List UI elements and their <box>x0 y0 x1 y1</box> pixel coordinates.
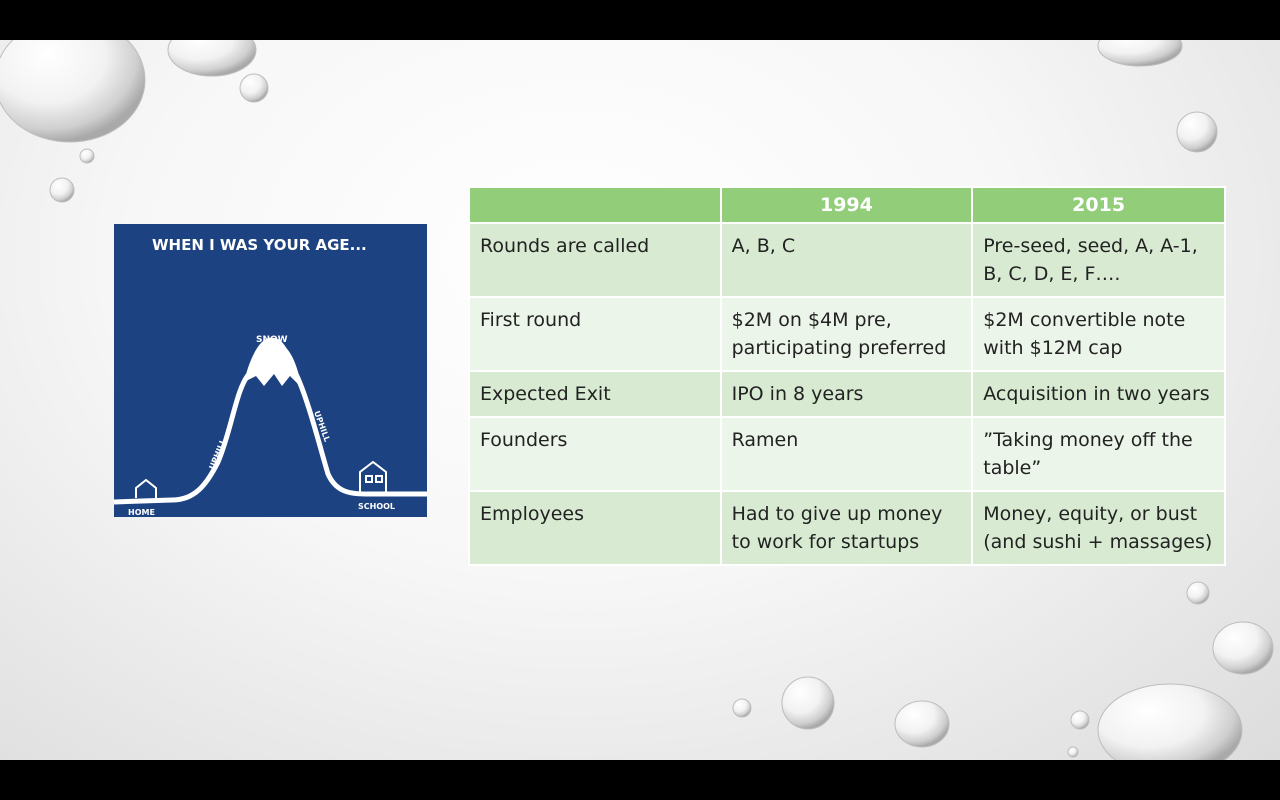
table-row <box>469 491 1225 565</box>
cell-1994: IPO in 8 years <box>721 371 973 417</box>
cell-2015: Pre-seed, seed, A, A-1, B, C, D, E, F…. <box>972 223 1225 297</box>
header-cell-empty <box>469 187 721 223</box>
home-icon <box>136 480 156 498</box>
label-uphill-left: UPHILL <box>207 437 228 471</box>
header-cell-2015: 2015 <box>972 187 1225 223</box>
cell-1994: Ramen <box>721 417 973 491</box>
comic-image <box>114 224 427 517</box>
row-label: Employees <box>469 491 721 565</box>
comic-drawing <box>114 224 427 517</box>
label-snow: SNOW <box>256 335 288 345</box>
cell-2015: $2M convertible note with $12M cap <box>972 297 1225 371</box>
label-school: SCHOOL <box>358 502 396 511</box>
table-row <box>469 371 1225 417</box>
table-row <box>469 223 1225 297</box>
table-row <box>469 417 1225 491</box>
table-header-row <box>469 187 1225 223</box>
cell-2015: Money, equity, or bust (and sushi + massages) <box>972 491 1225 565</box>
row-label: First round <box>469 297 721 371</box>
row-label: Founders <box>469 417 721 491</box>
row-label: Expected Exit <box>469 371 721 417</box>
header-cell-1994: 1994 <box>721 187 973 223</box>
comic-title: WHEN I WAS YOUR AGE... <box>152 236 367 254</box>
row-label: Rounds are called <box>469 223 721 297</box>
school-icon <box>360 462 386 492</box>
slide <box>0 40 1280 760</box>
label-home: HOME <box>128 508 155 517</box>
cell-2015: Acquisition in two years <box>972 371 1225 417</box>
table-row <box>469 297 1225 371</box>
cell-1994: $2M on $4M pre, participating preferred <box>721 297 973 371</box>
cell-1994: Had to give up money to work for startups <box>721 491 973 565</box>
cell-1994: A, B, C <box>721 223 973 297</box>
snow-cap <box>244 338 298 386</box>
label-uphill-right: UPHILL <box>312 409 332 443</box>
cell-2015: ”Taking money off the table” <box>972 417 1225 491</box>
comparison-table <box>468 186 1226 566</box>
